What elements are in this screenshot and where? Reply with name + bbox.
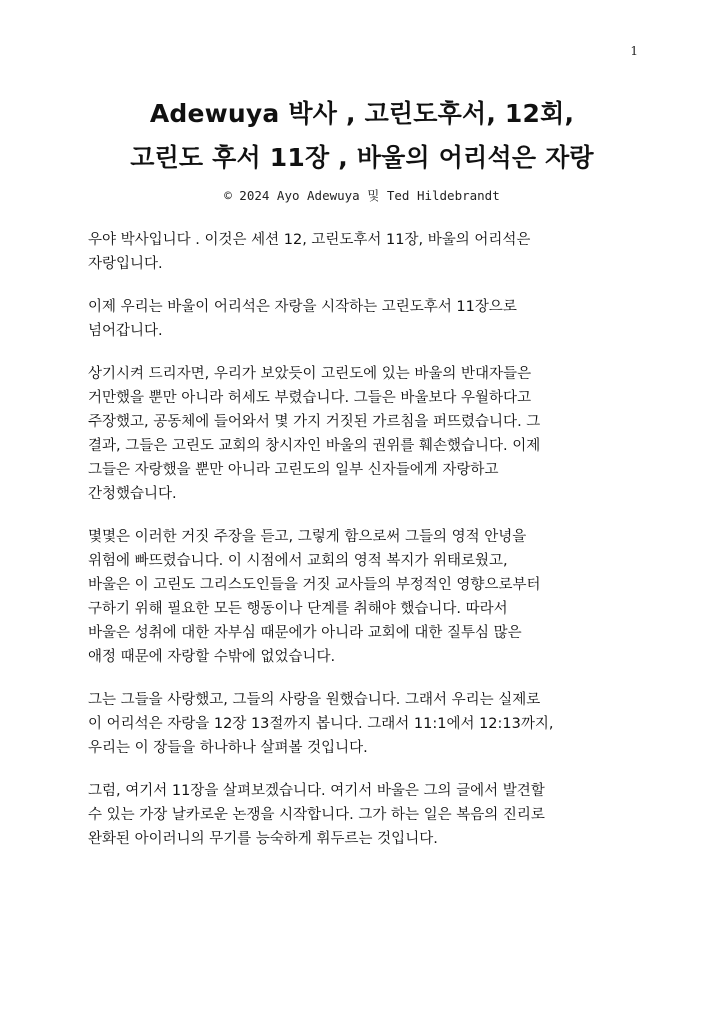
paragraph-3 <box>88 362 644 506</box>
text-line: 주장했고, 공동체에 들어와서 몇 가지 거짓된 가르침을 퍼뜨렸습니다. 그 <box>88 414 541 430</box>
text-line: 자랑입니다. <box>88 256 163 272</box>
title-line-2: 고린도 후서 11장 , 바울의 어리석은 자랑 <box>130 143 594 172</box>
title-block <box>60 92 664 204</box>
text-line: 상기시켜 드리자면, 우리가 보았듯이 고린도에 있는 바울의 반대자들은 <box>88 366 532 382</box>
text-line: 거만했을 뿐만 아니라 허세도 부렸습니다. 그들은 바울보다 우월하다고 <box>88 390 532 406</box>
copyright-line: © 2024 Ayo Adewuya 및 Ted Hildebrandt <box>224 188 500 203</box>
text-line: 위험에 빠뜨렸습니다. 이 시점에서 교회의 영적 복지가 위태로웠고, <box>88 553 508 569</box>
page-number: 1 <box>630 44 638 58</box>
body-text <box>88 228 644 870</box>
text-line: 바울은 이 고린도 그리스도인들을 거짓 교사들의 부정적인 영향으로부터 <box>88 577 541 593</box>
text-line: 완화된 아이러니의 무기를 능숙하게 휘두르는 것입니다. <box>88 831 438 847</box>
text-line: 결과, 그들은 고린도 교회의 창시자인 바울의 권위를 훼손했습니다. 이제 <box>88 438 541 454</box>
paragraph-5 <box>88 688 644 760</box>
text-line: 그들은 자랑했을 뿐만 아니라 고린도의 일부 신자들에게 자랑하고 <box>88 462 499 478</box>
text-line: 이 어리석은 자랑을 12장 13절까지 봅니다. 그래서 11:1에서 12:13까지, <box>88 716 554 732</box>
paragraph-1 <box>88 228 644 276</box>
text-line: 넘어갑니다. <box>88 323 163 339</box>
text-line: 구하기 위해 필요한 모든 행동이나 단계를 취해야 했습니다. 따라서 <box>88 601 508 617</box>
paragraph-2 <box>88 295 644 343</box>
text-line: 우리는 이 장들을 하나하나 살펴볼 것입니다. <box>88 740 368 756</box>
text-line: 이제 우리는 바울이 어리석은 자랑을 시작하는 고린도후서 11장으로 <box>88 299 517 315</box>
paragraph-4 <box>88 525 644 669</box>
text-line: 바울은 성취에 대한 자부심 때문에가 아니라 교회에 대한 질투심 많은 <box>88 625 522 641</box>
text-line: 우야 박사입니다 . 이것은 세션 12, 고린도후서 11장, 바울의 어리석은 <box>88 232 531 248</box>
title-line-1: Adewuya 박사 , 고린도후서, 12회, <box>149 99 575 128</box>
text-line: 그는 그들을 사랑했고, 그들의 사랑을 원했습니다. 그래서 우리는 실제로 <box>88 692 541 708</box>
text-line: 간청했습니다. <box>88 486 177 502</box>
paragraph-6 <box>88 779 644 851</box>
text-line: 몇몇은 이러한 거짓 주장을 듣고, 그렇게 함으로써 그들의 영적 안녕을 <box>88 529 527 545</box>
text-line: 수 있는 가장 날카로운 논쟁을 시작합니다. 그가 하는 일은 복음의 진리로 <box>88 807 545 823</box>
text-line: 애정 때문에 자랑할 수밖에 없었습니다. <box>88 649 336 665</box>
text-line: 그럼, 여기서 11장을 살펴보겠습니다. 여기서 바울은 그의 글에서 발견할 <box>88 783 545 799</box>
